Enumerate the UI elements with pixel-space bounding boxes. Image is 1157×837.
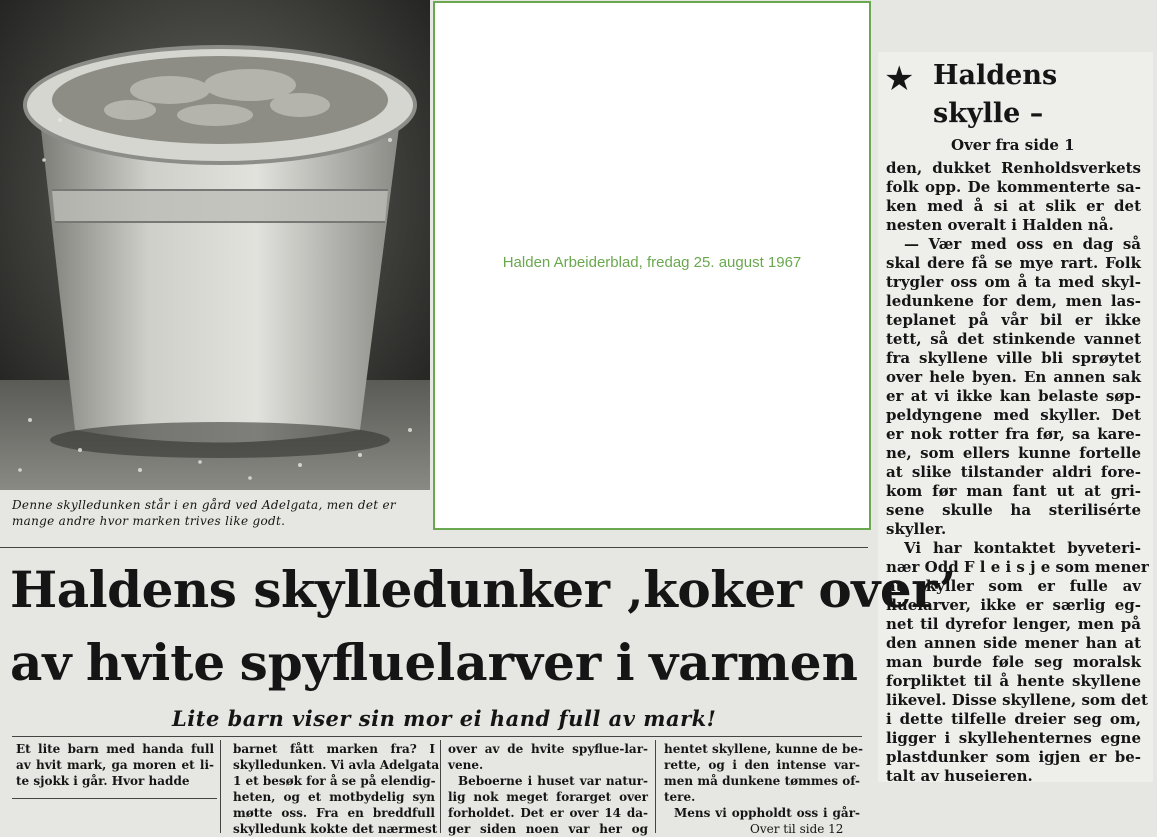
body-column-4 xyxy=(664,741,864,837)
subheadline: Lite barn viser sin mor ei hand full av mark! xyxy=(172,706,717,731)
body-line: lig nok meget forarget over xyxy=(448,790,648,804)
divider xyxy=(12,798,217,799)
right-article-line: nesten overalt i Halden nå. xyxy=(886,216,1114,234)
right-article-line: nær Odd F l e i s j e som mener xyxy=(886,558,1149,576)
right-article-line: trygler oss om å ta med skyl- xyxy=(886,273,1141,291)
headline-line1: Haldens skylledunker ‚koker over’ xyxy=(10,560,956,619)
right-article-line: ne, som ellers kunne fortelle xyxy=(886,444,1141,462)
right-article-line: likevel. Disse skyllene, som det xyxy=(886,691,1148,709)
right-article-line: kom før man fant ut at gri- xyxy=(886,482,1141,500)
right-article-line: at skyller som er fulle av xyxy=(886,577,1141,595)
right-article-line: er nok rotter fra før, sa kare- xyxy=(886,425,1141,443)
headline-word: hvite xyxy=(85,633,226,692)
divider xyxy=(12,736,862,737)
source-label-box xyxy=(433,1,871,530)
body-line: men må dunkene tømmes of- xyxy=(664,774,860,788)
caption-line: mange andre hvor marken trives like godt. xyxy=(12,514,286,528)
column-rule xyxy=(655,740,656,833)
right-article-line: ken med å si at slik er det xyxy=(886,197,1141,215)
right-article-line: teplanet på vår bil er ikke xyxy=(886,311,1141,329)
headline-word: i xyxy=(615,633,635,692)
body-line: tere. xyxy=(664,790,696,804)
right-article-line: over hele byen. En annen sak xyxy=(886,368,1141,386)
column-rule xyxy=(440,740,441,833)
right-article-line: — Vær med oss en dag så xyxy=(904,235,1141,253)
right-article-line: Vi har kontaktet byveteri- xyxy=(904,539,1141,557)
right-article-title: skylle – xyxy=(933,98,1044,129)
right-article-line: plastdunker som igjen er be- xyxy=(886,748,1141,766)
body-line: forholdet. Det er over 14 da- xyxy=(448,806,648,820)
bucket-photo xyxy=(0,0,430,490)
body-line: Mens vi oppholdt oss i går- xyxy=(674,806,860,820)
right-article-line: talt av huseieren. xyxy=(886,767,1033,785)
body-line: møtte oss. Fra en breddfull xyxy=(233,806,435,820)
body-line: heten, og et motbydelig syn xyxy=(233,790,435,804)
headline-word: av xyxy=(10,633,72,692)
right-article-line: er at vi ikke kan belaste søp- xyxy=(886,387,1141,405)
right-article-line: peldyngene med skyller. Det xyxy=(886,406,1141,424)
right-article-line: fra skyllene ville bli sprøytet xyxy=(886,349,1141,367)
body-line: rette, og i den intense var- xyxy=(664,758,860,772)
bucket-illustration xyxy=(0,0,430,490)
right-article-line: sene skulle ha sterilisérte xyxy=(886,501,1141,519)
right-article-line: skyller. xyxy=(886,520,947,538)
photo-caption xyxy=(12,497,428,529)
divider xyxy=(0,547,868,548)
right-article-line: den annen side mener han at xyxy=(886,634,1141,652)
right-article-line: fluelarver, ikke er særlig eg- xyxy=(886,596,1141,614)
body-line: te sjokk i går. Hvor hadde xyxy=(16,774,190,788)
body-line: Beboerne i huset var natur- xyxy=(458,774,648,788)
body-column-1 xyxy=(16,741,214,789)
continued-from-note: Over fra side 1 xyxy=(951,136,1075,154)
right-article-line: i dette tilfelle dreier seg om, xyxy=(886,710,1141,728)
right-article-line: forpliktet til å hente skyllene xyxy=(886,672,1141,690)
column-rule xyxy=(220,740,221,833)
right-article-line: skal dere få se mye rart. Folk xyxy=(886,254,1141,272)
source-label: Halden Arbeiderblad, fredag 25. august 1967 xyxy=(502,254,802,271)
right-article-line: net til dyrefor lenger, men på xyxy=(886,615,1141,633)
right-article-line: tett, så det stinkende vannet xyxy=(886,330,1141,348)
body-column-2 xyxy=(233,741,440,837)
right-article-line: man burde føle seg moralsk xyxy=(886,653,1141,671)
body-column-3 xyxy=(448,741,648,837)
body-line: barnet fått marken fra? I xyxy=(233,742,435,756)
right-article-line: ligger i skyllehenternes egne xyxy=(886,729,1141,747)
body-line: av hvit mark, ga moren et li- xyxy=(16,758,214,772)
right-article-line: folk opp. De kommenterte sa- xyxy=(886,178,1141,196)
continued-to-note: Over til side 12 xyxy=(750,822,844,836)
right-article-line: den, dukket Renholdsverkets xyxy=(886,159,1141,177)
right-article-line: at slike tilstander aldri fore- xyxy=(886,463,1141,481)
headline-word: spyfluelarver xyxy=(239,633,602,692)
headline-line2 xyxy=(10,633,858,693)
star-icon: ★ xyxy=(884,59,915,99)
body-line: skylledunken. Vi avla Adelgata xyxy=(233,758,440,772)
body-line: 1 et besøk for å se på elendig- xyxy=(233,774,436,788)
right-article-title: Haldens xyxy=(933,60,1058,91)
body-line: Et lite barn med handa full xyxy=(16,742,214,756)
body-line: hentet skyllene, kunne de be- xyxy=(664,742,864,756)
body-line: skylledunk kokte det nærmest xyxy=(233,822,438,836)
right-article-line: ledunkene for dem, men las- xyxy=(886,292,1141,310)
body-line: vene. xyxy=(448,758,484,772)
body-line: ger siden noen var her og xyxy=(448,822,648,836)
headline-word: varmen xyxy=(649,633,858,692)
body-line: over av de hvite spyflue-lar- xyxy=(448,742,648,756)
caption-line: Denne skylledunken står i en gård ved Adelgata, men det er xyxy=(12,498,396,512)
